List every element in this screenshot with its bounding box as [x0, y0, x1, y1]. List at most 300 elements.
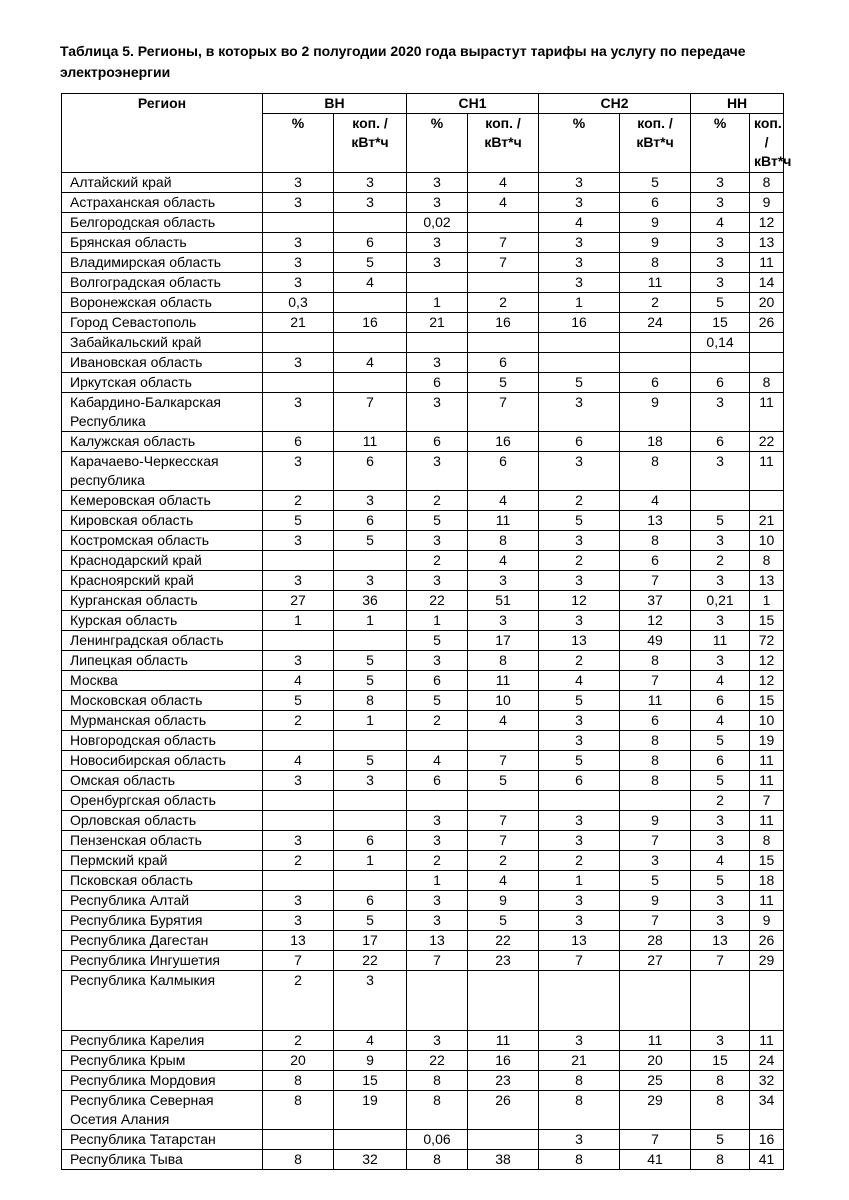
table-row: [62, 273, 784, 293]
value-cell: [334, 811, 407, 831]
value-cell: 15: [750, 611, 784, 631]
value-cell: 6: [334, 511, 407, 531]
region-cell: Курганская область: [62, 591, 263, 611]
value-cell: 11: [750, 253, 784, 273]
table-row: [62, 1150, 784, 1170]
value-cell: 8: [539, 1091, 620, 1130]
value-cell: [263, 333, 334, 353]
value-cell: 5: [468, 911, 539, 931]
value-cell: [407, 971, 468, 1031]
value-cell: 18: [620, 432, 691, 452]
table-row: [62, 711, 784, 731]
value-cell: [334, 631, 407, 651]
value-cell: 27: [263, 591, 334, 611]
region-cell: Город Севастополь: [62, 313, 263, 333]
value-cell: 1: [334, 851, 407, 871]
header-row-groups: [62, 94, 784, 114]
value-cell: 9: [620, 891, 691, 911]
value-cell: [263, 373, 334, 393]
value-cell: 5: [334, 651, 407, 671]
value-cell: 72: [750, 631, 784, 651]
value-cell: 3: [407, 831, 468, 851]
value-cell: 3: [691, 233, 750, 253]
value-cell: 8: [263, 1071, 334, 1091]
value-cell: 5: [468, 373, 539, 393]
value-cell: 19: [334, 1091, 407, 1130]
value-cell: 6: [334, 233, 407, 253]
table-row: [62, 1051, 784, 1071]
value-cell: 2: [263, 491, 334, 511]
value-cell: 5: [468, 771, 539, 791]
value-cell: 11: [468, 1031, 539, 1051]
value-cell: 0,06: [407, 1130, 468, 1150]
value-cell: [691, 971, 750, 1031]
value-cell: [620, 971, 691, 1031]
value-cell: [539, 791, 620, 811]
value-cell: 10: [468, 691, 539, 711]
value-cell: 8: [750, 173, 784, 193]
table-row: [62, 432, 784, 452]
value-cell: 1: [539, 293, 620, 313]
value-cell: [468, 791, 539, 811]
region-cell: Белгородская область: [62, 213, 263, 233]
value-cell: 15: [750, 691, 784, 711]
value-cell: [334, 373, 407, 393]
value-cell: 7: [750, 791, 784, 811]
value-cell: [263, 811, 334, 831]
region-cell: Кабардино-Балкарская Республика: [62, 393, 263, 432]
value-cell: 3: [539, 711, 620, 731]
value-cell: 4: [468, 711, 539, 731]
value-cell: 6: [539, 771, 620, 791]
value-cell: 3: [263, 273, 334, 293]
value-cell: 3: [468, 571, 539, 591]
value-cell: 0,21: [691, 591, 750, 611]
value-cell: 3: [539, 731, 620, 751]
value-cell: 3: [334, 971, 407, 1031]
value-cell: 11: [750, 751, 784, 771]
value-cell: 41: [620, 1150, 691, 1170]
value-cell: 3: [539, 393, 620, 432]
value-cell: 5: [334, 751, 407, 771]
value-cell: 1: [407, 611, 468, 631]
value-cell: 9: [334, 1051, 407, 1071]
value-cell: 8: [691, 1150, 750, 1170]
value-cell: 7: [468, 253, 539, 273]
value-cell: [750, 353, 784, 373]
region-cell: Омская область: [62, 771, 263, 791]
value-cell: [263, 551, 334, 571]
region-cell: Республика Тыва: [62, 1150, 263, 1170]
region-cell: Республика Алтай: [62, 891, 263, 911]
value-cell: 7: [620, 571, 691, 591]
value-cell: 5: [334, 911, 407, 931]
value-cell: 5: [620, 871, 691, 891]
table-row: [62, 333, 784, 353]
region-cell: Республика Северная Осетия Алания: [62, 1091, 263, 1130]
value-cell: [334, 333, 407, 353]
value-cell: 3: [691, 651, 750, 671]
region-cell: Республика Калмыкия: [62, 971, 263, 1031]
unit-header: %: [263, 114, 334, 173]
value-cell: [539, 971, 620, 1031]
value-cell: 7: [620, 671, 691, 691]
value-cell: 6: [691, 691, 750, 711]
value-cell: 11: [334, 432, 407, 452]
value-cell: 11: [691, 631, 750, 651]
value-cell: 4: [468, 551, 539, 571]
value-cell: 3: [539, 811, 620, 831]
value-cell: 8: [407, 1071, 468, 1091]
region-cell: Псковская область: [62, 871, 263, 891]
value-cell: 8: [620, 771, 691, 791]
value-cell: 11: [468, 671, 539, 691]
value-cell: 3: [407, 253, 468, 273]
value-cell: 11: [620, 1031, 691, 1051]
value-cell: 11: [620, 691, 691, 711]
region-cell: Республика Бурятия: [62, 911, 263, 931]
value-cell: 3: [263, 452, 334, 491]
value-cell: 4: [468, 173, 539, 193]
value-cell: 10: [750, 711, 784, 731]
table-row: [62, 811, 784, 831]
value-cell: 21: [539, 1051, 620, 1071]
value-cell: [468, 273, 539, 293]
value-cell: [334, 731, 407, 751]
table-row: [62, 393, 784, 432]
value-cell: 3: [407, 452, 468, 491]
unit-header: коп. /кВт*ч: [468, 114, 539, 173]
value-cell: 26: [750, 931, 784, 951]
value-cell: 3: [334, 491, 407, 511]
value-cell: 3: [407, 353, 468, 373]
value-cell: 4: [263, 751, 334, 771]
value-cell: 20: [750, 293, 784, 313]
value-cell: 16: [468, 1051, 539, 1071]
value-cell: 17: [334, 931, 407, 951]
value-cell: 15: [691, 1051, 750, 1071]
value-cell: 29: [620, 1091, 691, 1130]
value-cell: 5: [539, 691, 620, 711]
value-cell: 7: [620, 1130, 691, 1150]
value-cell: 4: [691, 671, 750, 691]
value-cell: 3: [691, 911, 750, 931]
region-cell: Кемеровская область: [62, 491, 263, 511]
table-row: [62, 831, 784, 851]
region-cell: Калужская область: [62, 432, 263, 452]
table-row: [62, 691, 784, 711]
table-title: Таблица 5. Регионы, в которых во 2 полугодии 2020 года вырастут тарифы на услугу по передаче электроэнергии: [60, 43, 746, 80]
value-cell: [620, 333, 691, 353]
value-cell: 3: [691, 811, 750, 831]
value-cell: 8: [263, 1091, 334, 1130]
value-cell: 3: [539, 253, 620, 273]
region-cell: Воронежская область: [62, 293, 263, 313]
value-cell: 11: [750, 771, 784, 791]
value-cell: 3: [334, 571, 407, 591]
value-cell: 3: [539, 273, 620, 293]
group-header-sn1: СН1: [407, 94, 539, 114]
value-cell: 3: [263, 531, 334, 551]
value-cell: 49: [620, 631, 691, 651]
region-cell: Республика Ингушетия: [62, 951, 263, 971]
table-row: [62, 671, 784, 691]
value-cell: 4: [334, 273, 407, 293]
value-cell: 2: [539, 851, 620, 871]
value-cell: 3: [407, 1031, 468, 1051]
value-cell: [468, 1130, 539, 1150]
value-cell: 21: [407, 313, 468, 333]
value-cell: 6: [334, 891, 407, 911]
value-cell: 13: [750, 571, 784, 591]
value-cell: 2: [263, 1031, 334, 1051]
value-cell: 3: [263, 173, 334, 193]
value-cell: 9: [750, 193, 784, 213]
value-cell: 11: [750, 393, 784, 432]
value-cell: 3: [539, 452, 620, 491]
value-cell: 13: [750, 233, 784, 253]
value-cell: 1: [334, 611, 407, 631]
value-cell: 15: [691, 313, 750, 333]
value-cell: 8: [468, 531, 539, 551]
table-row: [62, 771, 784, 791]
value-cell: 7: [468, 831, 539, 851]
value-cell: [334, 551, 407, 571]
value-cell: 1: [263, 611, 334, 631]
value-cell: 4: [539, 671, 620, 691]
value-cell: 34: [750, 1091, 784, 1130]
region-cell: Новгородская область: [62, 731, 263, 751]
value-cell: 3: [539, 193, 620, 213]
table-row: [62, 353, 784, 373]
value-cell: 3: [263, 353, 334, 373]
value-cell: 8: [750, 551, 784, 571]
value-cell: 12: [750, 651, 784, 671]
region-cell: Волгоградская область: [62, 273, 263, 293]
value-cell: 26: [468, 1091, 539, 1130]
value-cell: 3: [691, 452, 750, 491]
value-cell: [263, 1130, 334, 1150]
value-cell: 19: [750, 731, 784, 751]
value-cell: 8: [334, 691, 407, 711]
value-cell: 8: [691, 1091, 750, 1130]
region-cell: Республика Татарстан: [62, 1130, 263, 1150]
value-cell: 5: [539, 511, 620, 531]
unit-header: %: [691, 114, 750, 173]
value-cell: 7: [620, 911, 691, 931]
value-cell: 22: [750, 432, 784, 452]
value-cell: [539, 333, 620, 353]
value-cell: 26: [750, 313, 784, 333]
value-cell: 3: [691, 571, 750, 591]
value-cell: 6: [263, 432, 334, 452]
region-cell: Мурманская область: [62, 711, 263, 731]
value-cell: [334, 871, 407, 891]
value-cell: 8: [539, 1071, 620, 1091]
value-cell: 3: [691, 891, 750, 911]
value-cell: 3: [334, 193, 407, 213]
table-body: [62, 173, 784, 1170]
value-cell: 3: [691, 531, 750, 551]
value-cell: 36: [334, 591, 407, 611]
value-cell: 6: [334, 452, 407, 491]
region-cell: Краснодарский край: [62, 551, 263, 571]
table-row: [62, 971, 784, 1031]
table-row: [62, 452, 784, 491]
value-cell: 3: [407, 811, 468, 831]
value-cell: 7: [407, 951, 468, 971]
value-cell: 3: [263, 651, 334, 671]
value-cell: 5: [620, 173, 691, 193]
value-cell: 6: [334, 831, 407, 851]
value-cell: [468, 731, 539, 751]
value-cell: 3: [263, 771, 334, 791]
value-cell: 2: [407, 551, 468, 571]
value-cell: 5: [334, 671, 407, 691]
region-cell: Республика Дагестан: [62, 931, 263, 951]
value-cell: 7: [691, 951, 750, 971]
value-cell: 4: [263, 671, 334, 691]
value-cell: 28: [620, 931, 691, 951]
table-row: [62, 213, 784, 233]
value-cell: 3: [691, 1031, 750, 1051]
value-cell: 6: [620, 551, 691, 571]
value-cell: 5: [334, 253, 407, 273]
table-row: [62, 531, 784, 551]
value-cell: 8: [750, 831, 784, 851]
value-cell: [334, 213, 407, 233]
value-cell: 13: [263, 931, 334, 951]
region-cell: Астраханская область: [62, 193, 263, 213]
value-cell: 13: [539, 631, 620, 651]
value-cell: 3: [620, 851, 691, 871]
value-cell: 4: [691, 711, 750, 731]
value-cell: 8: [407, 1091, 468, 1130]
value-cell: [407, 333, 468, 353]
value-cell: 6: [539, 432, 620, 452]
value-cell: 3: [691, 253, 750, 273]
value-cell: 32: [750, 1071, 784, 1091]
value-cell: 1: [334, 711, 407, 731]
value-cell: 3: [539, 831, 620, 851]
value-cell: 4: [539, 213, 620, 233]
value-cell: 1: [407, 871, 468, 891]
value-cell: 7: [539, 951, 620, 971]
value-cell: 2: [691, 791, 750, 811]
value-cell: 2: [468, 851, 539, 871]
value-cell: 6: [620, 373, 691, 393]
value-cell: 2: [620, 293, 691, 313]
value-cell: 3: [263, 393, 334, 432]
value-cell: [539, 353, 620, 373]
value-cell: 18: [750, 871, 784, 891]
value-cell: 4: [468, 491, 539, 511]
value-cell: 3: [539, 1130, 620, 1150]
region-cell: Красноярский край: [62, 571, 263, 591]
value-cell: 3: [334, 173, 407, 193]
table-row: [62, 851, 784, 871]
value-cell: [407, 273, 468, 293]
value-cell: 7: [620, 831, 691, 851]
value-cell: 3: [407, 891, 468, 911]
value-cell: 9: [468, 891, 539, 911]
value-cell: 4: [691, 213, 750, 233]
value-cell: 7: [468, 811, 539, 831]
value-cell: [263, 213, 334, 233]
table-row: [62, 911, 784, 931]
value-cell: 14: [750, 273, 784, 293]
region-cell: Карачаево-Черкесская республика: [62, 452, 263, 491]
value-cell: 24: [750, 1051, 784, 1071]
value-cell: 6: [691, 751, 750, 771]
unit-header: %: [407, 114, 468, 173]
region-cell: Московская область: [62, 691, 263, 711]
value-cell: 4: [691, 851, 750, 871]
value-cell: 8: [691, 1071, 750, 1091]
table-row: [62, 731, 784, 751]
value-cell: 3: [468, 611, 539, 631]
value-cell: 5: [691, 293, 750, 313]
value-cell: 13: [620, 511, 691, 531]
value-cell: 8: [620, 731, 691, 751]
value-cell: 16: [334, 313, 407, 333]
value-cell: 5: [407, 511, 468, 531]
region-cell: Липецкая область: [62, 651, 263, 671]
value-cell: 6: [407, 771, 468, 791]
region-cell: Республика Крым: [62, 1051, 263, 1071]
value-cell: 20: [263, 1051, 334, 1071]
value-cell: 7: [468, 751, 539, 771]
value-cell: [468, 213, 539, 233]
value-cell: 9: [620, 811, 691, 831]
value-cell: 5: [691, 511, 750, 531]
table-row: [62, 193, 784, 213]
value-cell: 15: [750, 851, 784, 871]
value-cell: 13: [691, 931, 750, 951]
table-row: [62, 931, 784, 951]
value-cell: 38: [468, 1150, 539, 1170]
value-cell: 2: [468, 293, 539, 313]
table-row: [62, 591, 784, 611]
value-cell: 9: [620, 233, 691, 253]
value-cell: 5: [539, 373, 620, 393]
table-row: [62, 631, 784, 651]
value-cell: 3: [263, 193, 334, 213]
value-cell: 3: [691, 611, 750, 631]
value-cell: 3: [263, 891, 334, 911]
value-cell: 0,3: [263, 293, 334, 313]
region-cell: Оренбургская область: [62, 791, 263, 811]
value-cell: 11: [750, 1031, 784, 1051]
value-cell: [750, 333, 784, 353]
unit-header: %: [539, 114, 620, 173]
table-row: [62, 751, 784, 771]
value-cell: 16: [539, 313, 620, 333]
table-row: [62, 491, 784, 511]
value-cell: 11: [750, 811, 784, 831]
value-cell: [263, 871, 334, 891]
value-cell: 16: [468, 313, 539, 333]
value-cell: 2: [263, 711, 334, 731]
value-cell: 9: [620, 213, 691, 233]
value-cell: [750, 491, 784, 511]
value-cell: 3: [539, 233, 620, 253]
region-cell: Ивановская область: [62, 353, 263, 373]
value-cell: 3: [407, 911, 468, 931]
region-cell: Алтайский край: [62, 173, 263, 193]
value-cell: 5: [539, 751, 620, 771]
value-cell: 32: [334, 1150, 407, 1170]
